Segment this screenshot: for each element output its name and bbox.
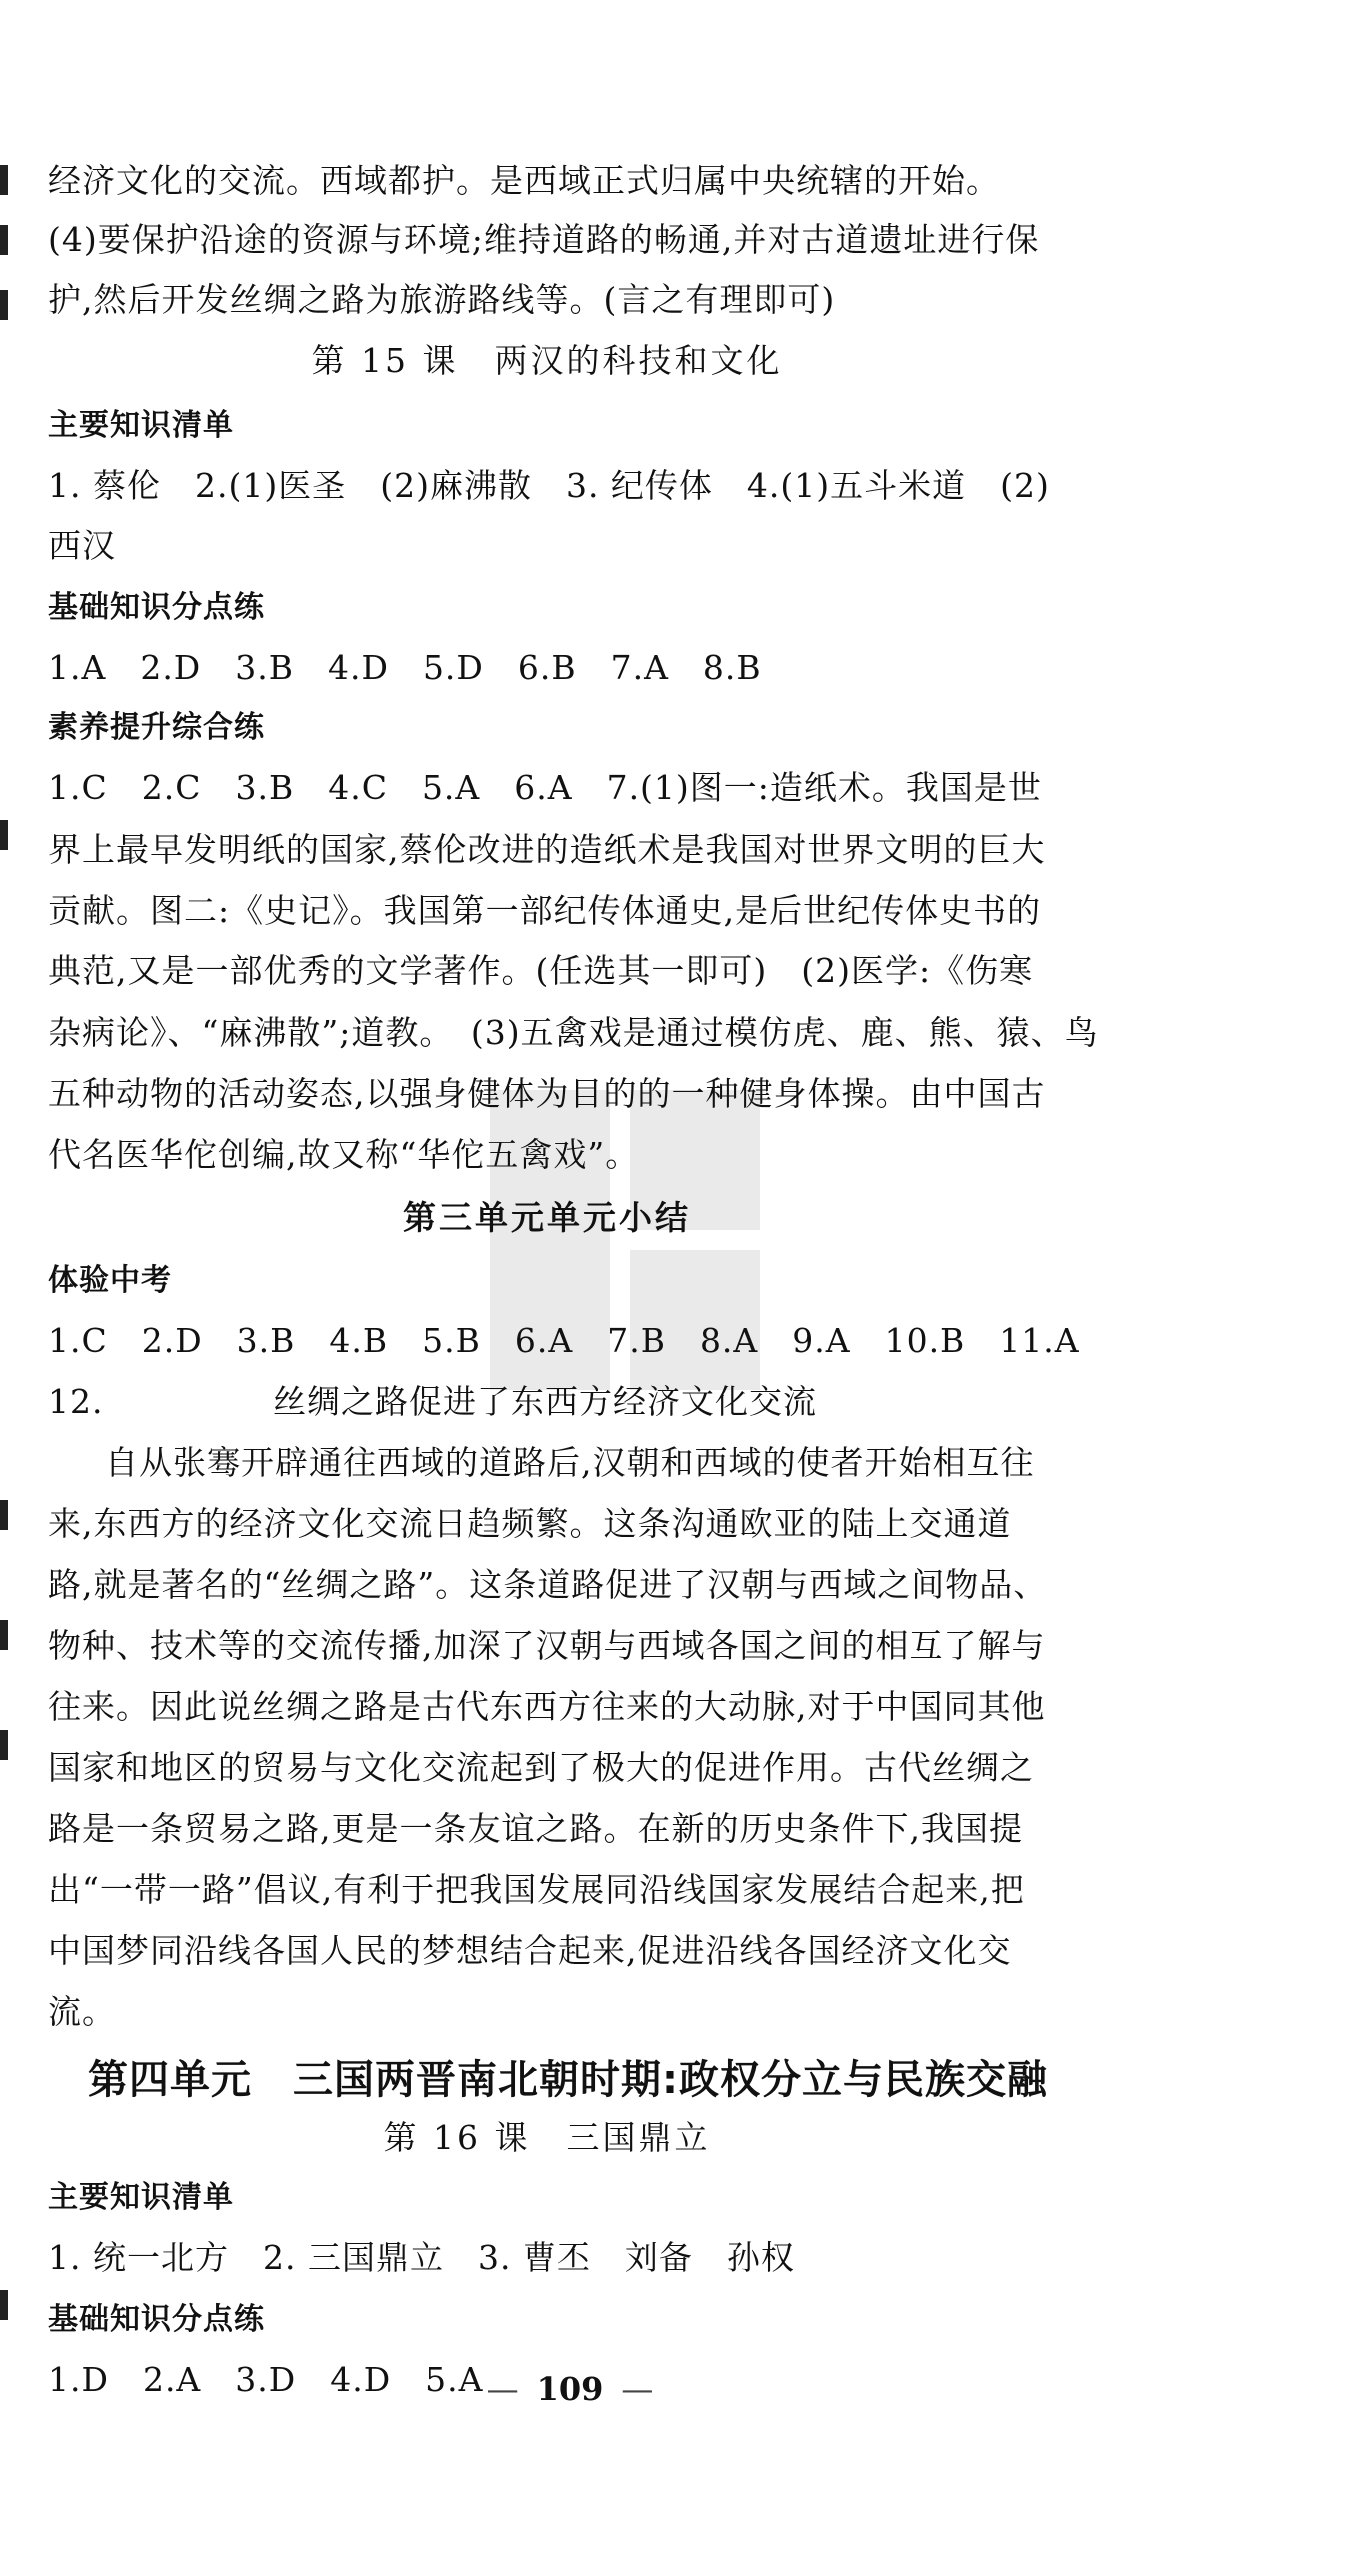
essay-line: 往来。因此说丝绸之路是古代东西方往来的大动脉,对于中国同其他 [48,1687,1046,1726]
essay-title: 丝绸之路促进了东西方经济文化交流 [273,1382,817,1421]
answer-line: 界上最早发明纸的国家,蔡伦改进的造纸术是我国对世界文明的巨大 [48,830,1046,869]
essay-line: 中国梦同沿线各国人民的梦想结合起来,促进沿线各国经济文化交 [48,1931,1012,1970]
section-heading: 体验中考 [48,1263,172,1298]
answer-line: 杂病论》、“麻沸散”;道教。 (3)五禽戏是通过模仿虎、鹿、熊、猿、鸟 [48,1013,1099,1052]
answer-line: 典范,又是一部优秀的文学著作。(任选其一即可) (2)医学:《伤寒 [48,951,1034,990]
left-edge-mark [0,820,8,850]
left-edge-mark [0,225,8,255]
answer-line: 西汉 [48,526,116,565]
left-edge-mark [0,290,8,320]
essay-line: 来,东西方的经济文化交流日趋频繁。这条沟通欧亚的陆上交通道 [48,1504,1012,1543]
essay-line: 路,就是著名的“丝绸之路”。这条道路促进了汉朝与西域之间物品、 [48,1565,1048,1604]
essay-line: 流。 [48,1992,116,2031]
essay-title-line [48,1374,1046,1430]
text-line: (4)要保护沿途的资源与环境;维持道路的畅通,并对古道遗址进行保 [48,220,1040,259]
page-number-value: 109 [536,2370,604,2408]
question-number: 12. [48,1382,104,1421]
essay-line: 国家和地区的贸易与文化交流起到了极大的促进作用。古代丝绸之 [48,1748,1034,1787]
left-edge-mark [0,2290,8,2320]
text-line: 经济文化的交流。西域都护。是西域正式归属中央统辖的开始。 [48,161,1000,200]
lesson-title: 第 15 课 两汉的科技和文化 [311,341,783,380]
answer-line: 1.D 2.A 3.D 4.D 5.A [48,2360,484,2399]
section-heading: 主要知识清单 [48,2180,234,2215]
left-edge-mark [0,165,8,195]
section-heading: 基础知识分点练 [48,590,265,625]
answer-line: 1. 蔡伦 2.(1)医圣 (2)麻沸散 3. 纪传体 4.(1)五斗米道 (2) [48,466,1050,505]
essay-line: 出“一带一路”倡议,有利于把我国发展同沿线国家发展结合起来,把 [48,1870,1025,1909]
essay-line: 自从张骞开辟通往西域的道路后,汉朝和西域的使者开始相互往 [105,1443,1035,1482]
lesson-title: 第 16 课 三国鼎立 [383,2118,711,2157]
unit-summary-title: 第三单元单元小结 [403,1198,691,1237]
essay-line: 路是一条贸易之路,更是一条友谊之路。在新的历史条件下,我国提 [48,1809,1023,1848]
text-line: 护,然后开发丝绸之路为旅游路线等。(言之有理即可) [48,280,836,319]
answer-line: 代名医华佗创编,故又称“华佗五禽戏”。 [48,1135,640,1174]
answer-line: 五种动物的活动姿态,以强身健体为目的的一种健身体操。由中国古 [48,1074,1046,1113]
left-edge-mark [0,1730,8,1760]
dash-decoration: — [621,2370,654,2408]
unit-title: 第四单元 三国两晋南北朝时期:政权分立与民族交融 [88,2057,1048,2103]
answer-line: 1.C 2.C 3.B 4.C 5.A 6.A 7.(1)图一:造纸术。我国是世 [48,768,1042,807]
section-heading: 基础知识分点练 [48,2302,265,2337]
answer-line: 贡献。图二:《史记》。我国第一部纪传体通史,是后世纪传体史书的 [48,891,1042,930]
dash-decoration: — [486,2370,519,2408]
answer-line: 1. 统一北方 2. 三国鼎立 3. 曹丕 刘备 孙权 [48,2238,795,2277]
page-number [400,2370,740,2408]
essay-line: 物种、技术等的交流传播,加深了汉朝与西域各国之间的相互了解与 [48,1626,1046,1665]
section-heading: 素养提升综合练 [48,710,265,745]
answer-line: 1.C 2.D 3.B 4.B 5.B 6.A 7.B 8.A 9.A 10.B 11.A [48,1321,1080,1360]
left-edge-mark [0,1620,8,1650]
left-edge-mark [0,1500,8,1530]
answer-line: 1.A 2.D 3.B 4.D 5.D 6.B 7.A 8.B [48,648,762,687]
section-heading: 主要知识清单 [48,408,234,443]
